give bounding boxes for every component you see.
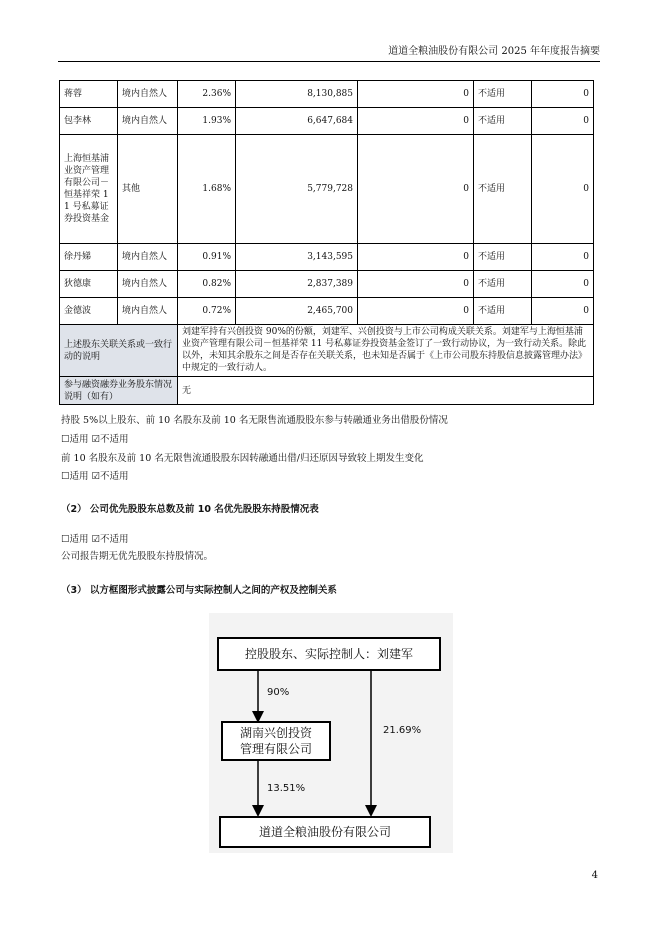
margin-label: 参与融资融券业务股东情况说明（如有） [60, 377, 178, 405]
holder-shares: 3,143,595 [236, 244, 358, 271]
ownership-diagram [209, 613, 453, 853]
holder-ratio: 1.93% [178, 108, 236, 135]
pledge-qty: 0 [532, 298, 594, 325]
controller-box: 控股股东、实际控制人：刘建军 [217, 637, 441, 671]
relation-text: 刘建军持有兴创投资 90%的份额，刘建军、兴创投资与上市公司构成关联关系。刘建军与上海恒基浦业资产管理有限公司－恒基祥荣 11 号私募证券投资基金签订了一致行动协议，为一致行动关系。除此以外，未知其余股东之间是否存在关联关系，也未知是否属于《上市公司股东持股信息披露管理办法》中规定的一致行动人。 [178, 325, 594, 377]
pct-top-middle: 90% [267, 687, 290, 698]
holder-name: 徐丹娣 [60, 244, 118, 271]
holder-shares: 2,465,700 [236, 298, 358, 325]
pledge-status: 不适用 [474, 298, 532, 325]
pledge-qty: 0 [532, 135, 594, 244]
relation-label: 上述股东关联关系或一致行动的说明 [60, 325, 178, 377]
holder-type: 境内自然人 [118, 81, 178, 108]
holder-name: 狄德康 [60, 271, 118, 298]
change-checkbox: ☐适用 ☑不适用 [61, 471, 129, 482]
page-number: 4 [591, 870, 598, 881]
holder-type: 其他 [118, 135, 178, 244]
holder-restricted: 0 [358, 298, 474, 325]
pledge-status: 不适用 [474, 81, 532, 108]
section2-title: （2） 公司优先股股东总数及前 10 名优先股股东持股情况表 [61, 504, 319, 515]
holder-ratio: 0.72% [178, 298, 236, 325]
relation-row [60, 325, 594, 377]
company-box: 道道全粮油股份有限公司 [219, 816, 431, 848]
xingchuang-box: 湖南兴创投资管理有限公司 [221, 721, 331, 761]
pledge-status: 不适用 [474, 271, 532, 298]
shareholder-table [59, 80, 594, 405]
pledge-status: 不适用 [474, 244, 532, 271]
pct-middle-bottom: 13.51% [267, 783, 306, 794]
holder-restricted: 0 [358, 135, 474, 244]
table-row [60, 135, 594, 244]
holder-shares: 2,837,389 [236, 271, 358, 298]
holder-type: 境内自然人 [118, 298, 178, 325]
holder-ratio: 1.68% [178, 135, 236, 244]
holder-type: 境内自然人 [118, 108, 178, 135]
lending-title: 持股 5%以上股东、前 10 名股东及前 10 名无限售流通股股东参与转融通业务出借股份情况 [61, 415, 448, 426]
holder-name: 上海恒基浦业资产管理有限公司－恒基祥荣 11 号私募证券投资基金 [60, 135, 118, 244]
table-row [60, 298, 594, 325]
margin-row [60, 377, 594, 405]
holder-name: 金德波 [60, 298, 118, 325]
holder-ratio: 2.36% [178, 81, 236, 108]
pledge-status: 不适用 [474, 108, 532, 135]
holder-restricted: 0 [358, 108, 474, 135]
change-title: 前 10 名股东及前 10 名无限售流通股股东因转融通出借/归还原因导致较上期发生变化 [61, 453, 424, 464]
section3-title: （3） 以方框图形式披露公司与实际控制人之间的产权及控制关系 [61, 585, 337, 596]
section2-text: 公司报告期无优先股股东持股情况。 [61, 551, 214, 562]
pledge-qty: 0 [532, 108, 594, 135]
table-row [60, 244, 594, 271]
holder-restricted: 0 [358, 244, 474, 271]
pledge-status: 不适用 [474, 135, 532, 244]
lending-checkbox: ☐适用 ☑不适用 [61, 434, 129, 445]
table-row [60, 81, 594, 108]
holder-type: 境内自然人 [118, 271, 178, 298]
pledge-qty: 0 [532, 271, 594, 298]
pledge-qty: 0 [532, 81, 594, 108]
pledge-qty: 0 [532, 244, 594, 271]
holder-shares: 6,647,684 [236, 108, 358, 135]
holder-name: 蒋蓉 [60, 81, 118, 108]
page-header: 道道全粮油股份有限公司 2025 年年度报告摘要 [58, 46, 600, 62]
section2-checkbox: ☐适用 ☑不适用 [61, 534, 129, 545]
table-row [60, 271, 594, 298]
margin-text: 无 [178, 377, 594, 405]
holder-ratio: 0.82% [178, 271, 236, 298]
holder-restricted: 0 [358, 81, 474, 108]
holder-name: 包李林 [60, 108, 118, 135]
holder-shares: 5,779,728 [236, 135, 358, 244]
holder-type: 境内自然人 [118, 244, 178, 271]
holder-ratio: 0.91% [178, 244, 236, 271]
holder-shares: 8,130,885 [236, 81, 358, 108]
table-row [60, 108, 594, 135]
pct-top-bottom: 21.69% [383, 725, 422, 736]
holder-restricted: 0 [358, 271, 474, 298]
